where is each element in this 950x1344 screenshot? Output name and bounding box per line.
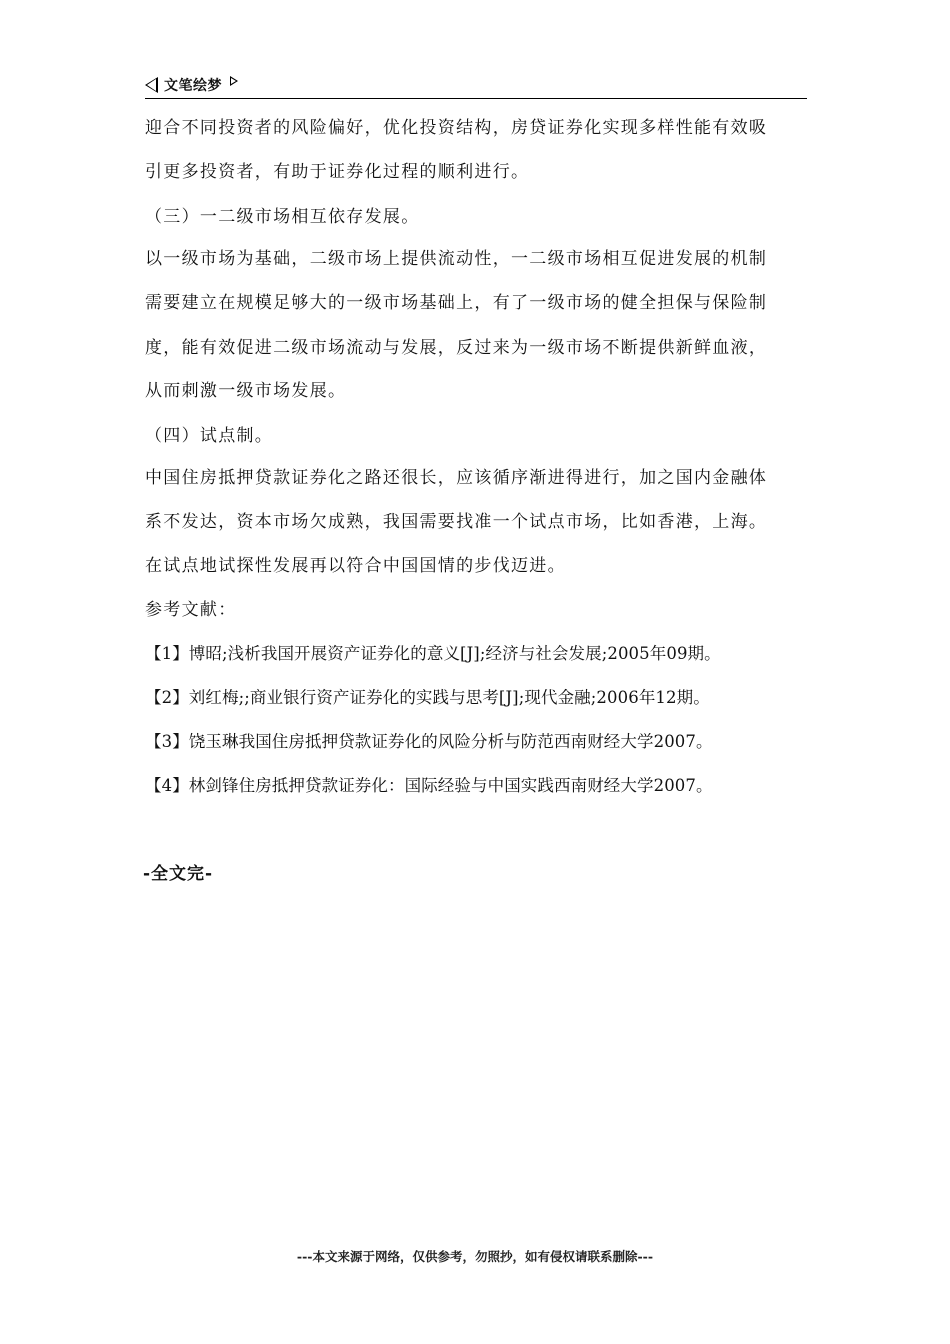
section-heading: （四）试点制。	[145, 426, 274, 446]
body-line: 在试点地试探性发展再以符合中国国情的步伐迈进。	[145, 556, 566, 576]
body-line: 迎合不同投资者的风险偏好，优化投资结构，房贷证券化实现多样性能有效吸	[145, 118, 768, 138]
triangle-right-icon	[230, 76, 238, 86]
reference-item: 【4】林剑锋住房抵押贷款证券化：国际经验与中国实践西南财经大学2007。	[145, 776, 713, 795]
body-line: 中国住房抵押贷款证券化之路还很长，应该循序渐进得进行，加之国内金融体	[145, 468, 768, 488]
header-brand: 文笔绘梦	[164, 78, 222, 94]
reference-item: 【2】刘红梅;;商业银行资产证券化的实践与思考[J];现代金融;2006年12期。	[145, 688, 710, 707]
reference-item: 【3】饶玉琳我国住房抵押贷款证券化的风险分析与防范西南财经大学2007。	[145, 732, 713, 751]
triangle-left-icon	[145, 77, 158, 93]
page-header	[145, 72, 807, 99]
body-line: 系不发达，资本市场欠成熟，我国需要找准一个试点市场，比如香港，上海。	[145, 512, 768, 532]
body-line: 度，能有效促进二级市场流动与发展，反过来为一级市场不断提供新鲜血液，	[145, 338, 768, 358]
end-of-text-mark: -全文完-	[143, 864, 214, 884]
page-footer: ---本文来源于网络，仅供参考，勿照抄，如有侵权请联系删除---	[296, 1249, 654, 1264]
reference-item: 【1】博昭;浅析我国开展资产证券化的意义[J];经济与社会发展;2005年09期。	[145, 644, 721, 663]
body-line: 从而刺激一级市场发展。	[145, 381, 347, 401]
references-heading: 参考文献：	[145, 600, 237, 620]
body-line: 引更多投资者，有助于证券化过程的顺利进行。	[145, 162, 530, 182]
section-heading: （三）一二级市场相互依存发展。	[145, 207, 420, 227]
body-line: 需要建立在规模足够大的一级市场基础上，有了一级市场的健全担保与保险制	[145, 293, 768, 313]
body-line: 以一级市场为基础，二级市场上提供流动性，一二级市场相互促进发展的机制	[145, 249, 768, 269]
